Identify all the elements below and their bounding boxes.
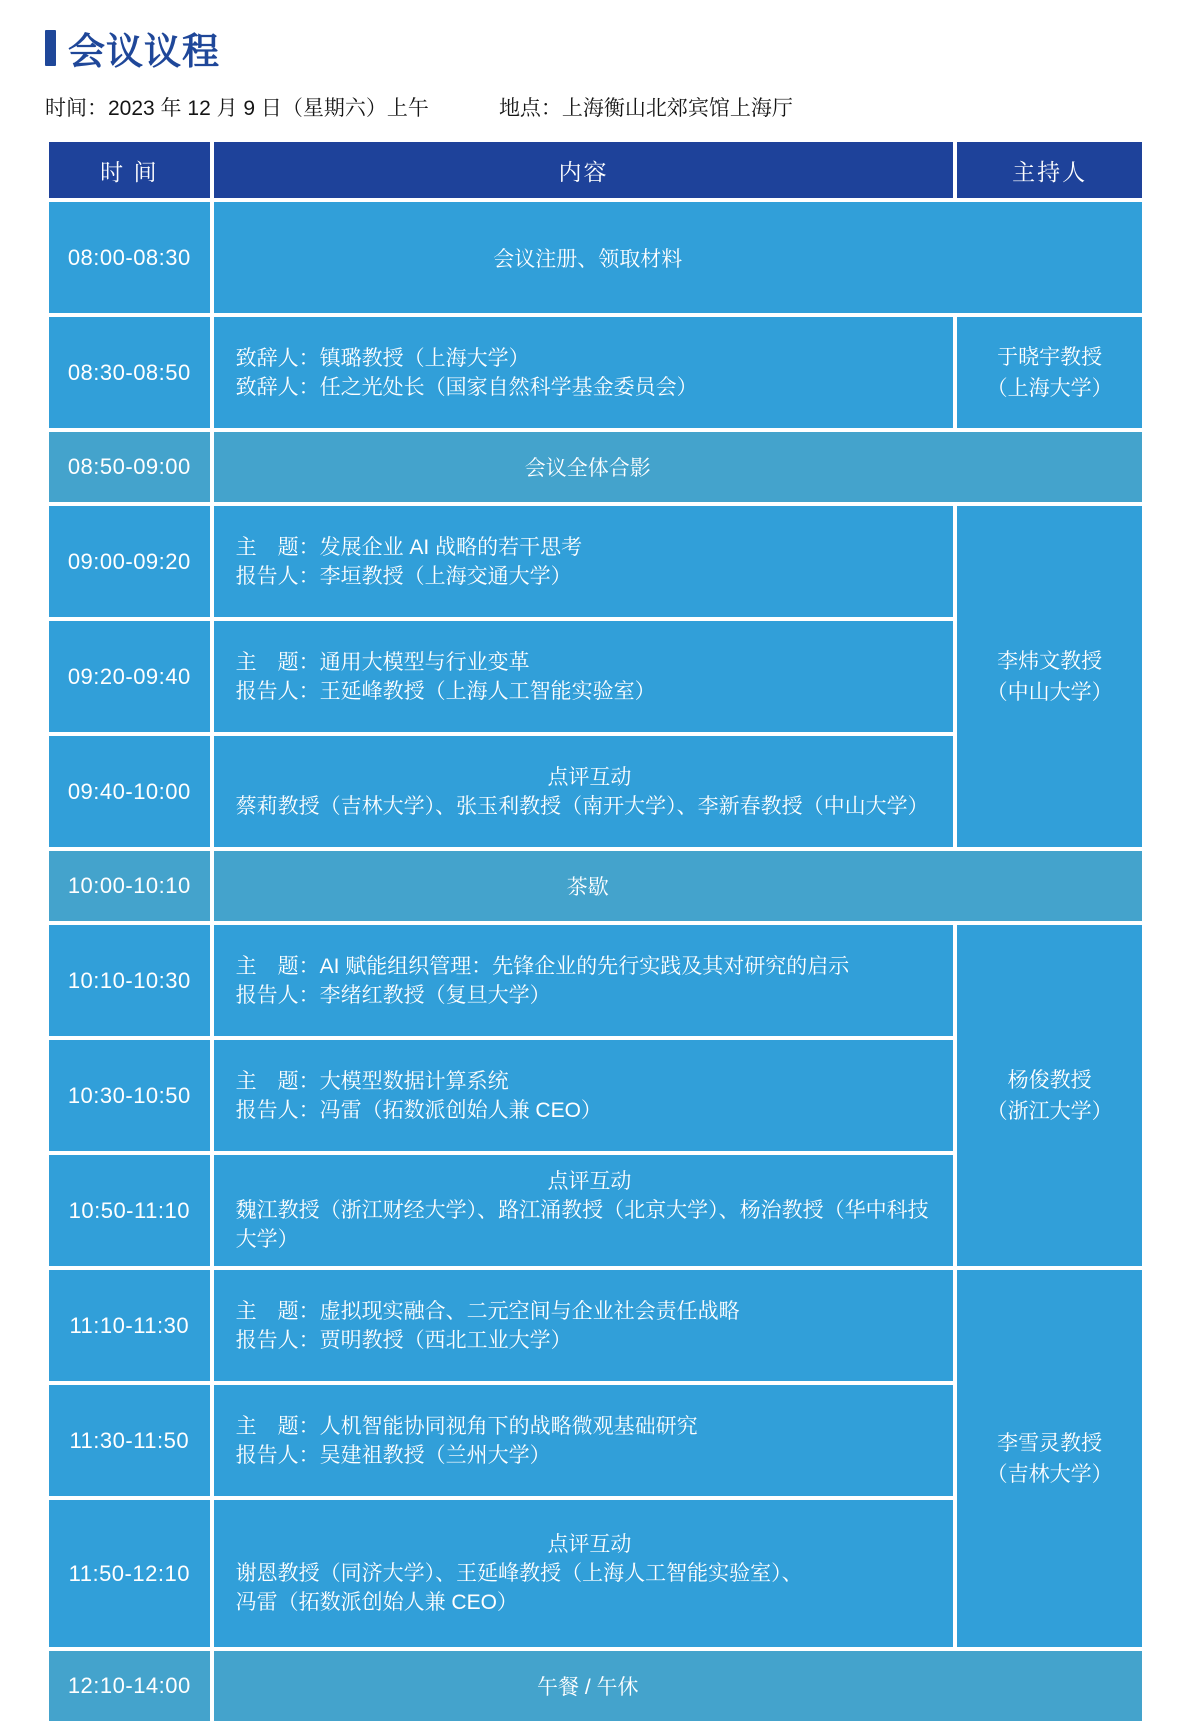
header-cell-host: 主持人 [957, 142, 1142, 198]
host-org: （中山大学） [986, 680, 1113, 704]
meeting-time: 时间：2023 年 12 月 9 日（星期六）上午 [45, 97, 429, 120]
content-line: 报告人：王延峰教授（上海人工智能实验室） [235, 679, 656, 703]
content-line: 冯雷（拓数派创始人兼 CEO） [235, 1591, 518, 1614]
time-cell: 10:50-11:10 [49, 1155, 210, 1266]
content-line: 主 题：人机智能协同视角下的战略微观基础研究 [235, 1414, 698, 1438]
content-cell [214, 1155, 954, 1266]
table-row [49, 851, 1142, 921]
page-header [45, 26, 1198, 70]
meeting-location: 地点：上海衡山北郊宾馆上海厅 [498, 97, 793, 120]
header-row [49, 142, 1142, 198]
time-cell: 10:30-10:50 [49, 1040, 210, 1151]
time-cell: 10:00-10:10 [49, 851, 210, 921]
content-cell: 会议全体合影 [214, 432, 1142, 502]
host-org: （上海大学） [986, 376, 1113, 400]
content-cell [214, 1500, 954, 1647]
host-cell [957, 925, 1142, 1266]
content-cell: 茶歇 [214, 851, 1142, 921]
table-row [49, 202, 1142, 313]
discussion-title: 点评互动 [547, 1170, 632, 1193]
host-cell [957, 506, 1142, 847]
host-name: 李炜文教授 [997, 649, 1103, 673]
host-cell [957, 317, 1142, 428]
content-cell [214, 317, 954, 428]
table-row [49, 925, 1142, 1036]
content-line: 主 题：大模型数据计算系统 [235, 1069, 509, 1093]
content-cell: 午餐 / 午休 [214, 1651, 1142, 1721]
content-cell [214, 1270, 954, 1381]
header-cell-time: 时 间 [49, 142, 210, 198]
time-cell: 09:20-09:40 [49, 621, 210, 732]
time-cell: 09:40-10:00 [49, 736, 210, 847]
time-cell: 11:10-11:30 [49, 1270, 210, 1381]
host-name: 杨俊教授 [1007, 1068, 1092, 1092]
content-line: 致辞人：任之光处长（国家自然科学基金委员会） [235, 375, 698, 399]
time-cell: 09:00-09:20 [49, 506, 210, 617]
content-cell [214, 736, 954, 847]
content-line: 报告人：冯雷（拓数派创始人兼 CEO） [235, 1098, 602, 1122]
content-line: 主 题：AI 赋能组织管理：先锋企业的先行实践及其对研究的启示 [235, 954, 850, 978]
page-title: 会议议程 [68, 31, 220, 72]
header-cell-content: 内容 [214, 142, 954, 198]
content-line: 主 题：虚拟现实融合、二元空间与企业社会责任战略 [235, 1299, 740, 1323]
content-cell [214, 621, 954, 732]
table-row [49, 432, 1142, 502]
content-line: 报告人：李绪红教授（复旦大学） [235, 983, 551, 1007]
content-cell: 会议注册、领取材料 [214, 202, 1142, 313]
content-cell [214, 925, 954, 1036]
content-line: 主 题：通用大模型与行业变革 [235, 650, 530, 674]
time-cell: 08:50-09:00 [49, 432, 210, 502]
host-name: 李雪灵教授 [997, 1431, 1103, 1455]
content-line: 致辞人：镇璐教授（上海大学） [235, 346, 530, 370]
host-name: 于晓宇教授 [997, 345, 1103, 369]
host-org: （吉林大学） [986, 1462, 1113, 1486]
time-cell: 11:30-11:50 [49, 1385, 210, 1496]
content-line: 谢恩教授（同济大学）、王延峰教授（上海人工智能实验室）、 [235, 1562, 803, 1585]
agenda-table [45, 138, 1146, 1725]
content-cell [214, 506, 954, 617]
host-org: （浙江大学） [986, 1099, 1113, 1123]
time-cell: 12:10-14:00 [49, 1651, 210, 1721]
discussion-title: 点评互动 [547, 765, 632, 789]
content-line: 报告人：吴建祖教授（兰州大学） [235, 1443, 551, 1467]
content-line: 报告人：贾明教授（西北工业大学） [235, 1328, 572, 1352]
time-cell: 08:00-08:30 [49, 202, 210, 313]
time-cell: 11:50-12:10 [49, 1500, 210, 1647]
table-row [49, 1270, 1142, 1381]
host-cell [957, 1270, 1142, 1647]
content-line: 主 题：发展企业 AI 战略的若干思考 [235, 535, 583, 559]
table-row [49, 1651, 1142, 1721]
meeting-info [45, 92, 1198, 122]
content-line: 蔡莉教授（吉林大学）、张玉利教授（南开大学）、李新春教授（中山大学） [235, 794, 929, 818]
table-row [49, 317, 1142, 428]
content-line: 报告人：李垣教授（上海交通大学） [235, 564, 572, 588]
content-line: 魏江教授（浙江财经大学）、路江涌教授（北京大学）、杨治教授（华中科技大学） [235, 1199, 929, 1251]
discussion-title: 点评互动 [547, 1533, 632, 1556]
time-cell: 10:10-10:30 [49, 925, 210, 1036]
table-row [49, 506, 1142, 617]
content-cell [214, 1040, 954, 1151]
time-cell: 08:30-08:50 [49, 317, 210, 428]
content-cell [214, 1385, 954, 1496]
title-accent-bar [45, 30, 56, 66]
